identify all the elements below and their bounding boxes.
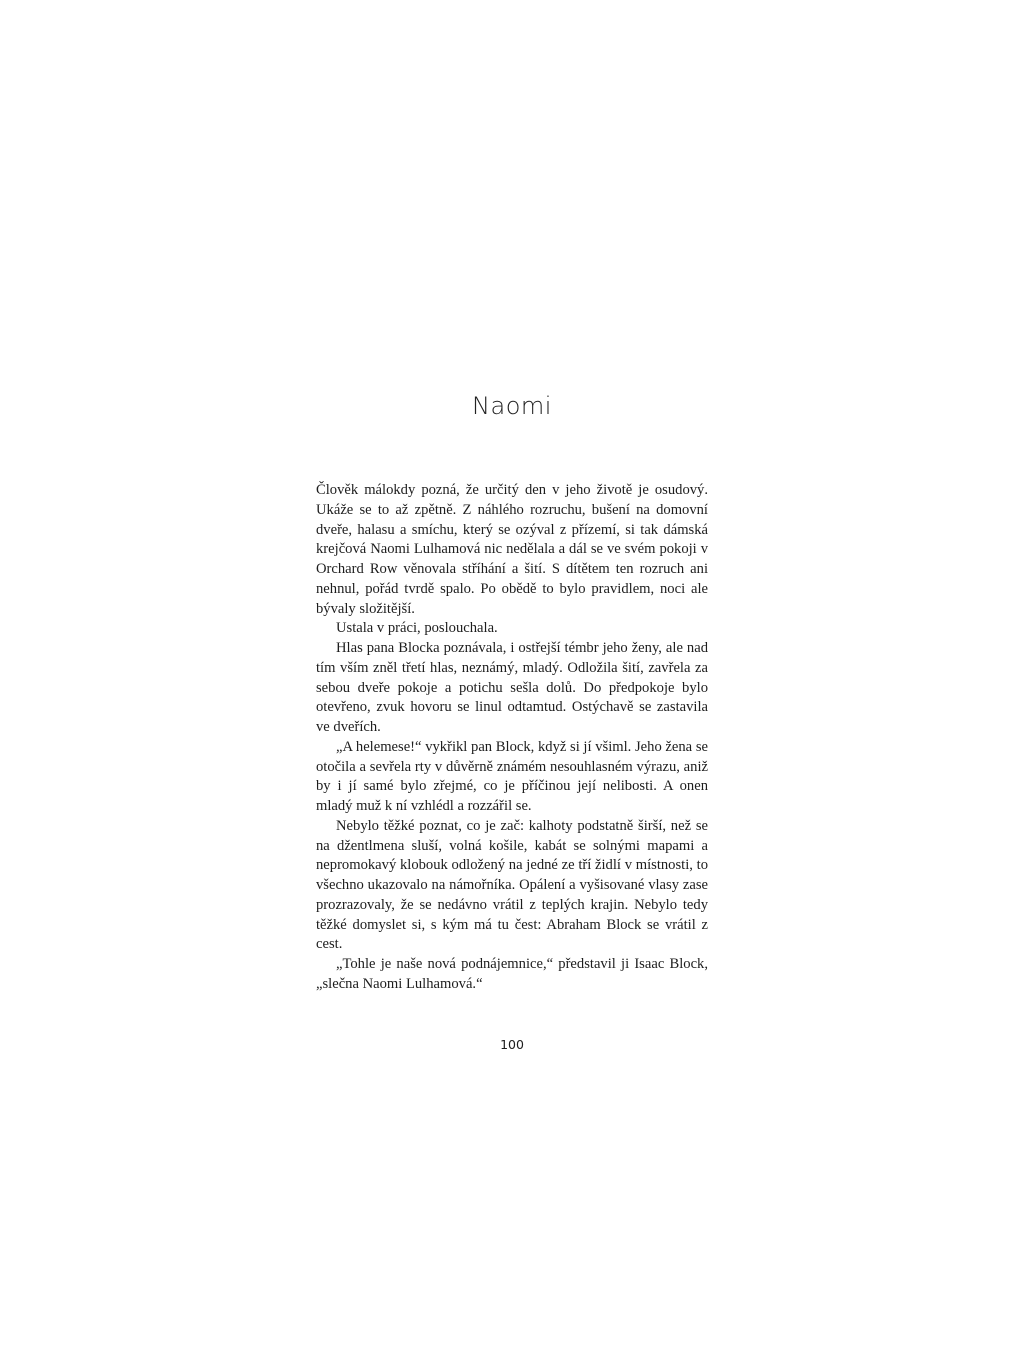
- chapter-title: Naomi: [472, 392, 552, 420]
- paragraph-6: „Tohle je naše nová podnájemnice,“ představil ji Isaac Block, „slečna Naomi Lulhamová.“: [316, 956, 708, 992]
- page-number: 100: [500, 1037, 524, 1052]
- paragraph-2: Ustala v práci, poslouchala.: [336, 620, 498, 637]
- paragraph-1: Člověk málokdy pozná, že určitý den v jeho životě je osudový. Ukáže se to až zpětně. Z náhlého rozruchu, bušení na domovní dveře, halasu a smíchu, který se ozýval z přízemí, si tak dámská krejčová Naomi Lulhamová nic nedělala a dál se ve svém pokoji v Orchard Row věnovala stříhání a šití. S dítětem ten rozruch ani nehnul, pořád tvrdě spalo. Po obědě to bylo pravidlem, noci ale bývaly složitější.: [316, 482, 708, 617]
- paragraph-4: „A helemese!“ vykřikl pan Block, když si jí všiml. Jeho žena se otočila a sevřela rty v důvěrně známém nesouhlasném výrazu, aniž by i jí samé bylo zřejmé, co je příčinou její nelibosti. A onen mladý muž k ní vzhlédl a rozzářil se.: [316, 738, 708, 814]
- body-text: [316, 481, 708, 995]
- paragraph-3: Hlas pana Blocka poznávala, i ostřejší témbr jeho ženy, ale nad tím vším zněl třetí hlas, neznámý, mladý. Odložila šití, zavřela za sebou dveře pokoje a potichu sešla dolů. Do předpokoje bylo otevřeno, zvuk hovoru se linul odtamtud. Ostýchavě se zastavila ve dveřích.: [316, 640, 708, 735]
- paragraph-5: Nebylo těžké poznat, co je zač: kalhoty podstatně širší, než se na džentlmena sluší, volná košile, kabát se solnými mapami a nepromokavý klobouk odložený na jedné ze tří židlí v místnosti, to všechno ukazovalo na námořníka. Opálení a vyšisované vlasy zase prozrazovaly, že se nedávno vrátil z teplých krajin. Nebylo tedy těžké domyslet si, s kým má tu čest: Abraham Block se vrátil z cest.: [316, 817, 708, 953]
